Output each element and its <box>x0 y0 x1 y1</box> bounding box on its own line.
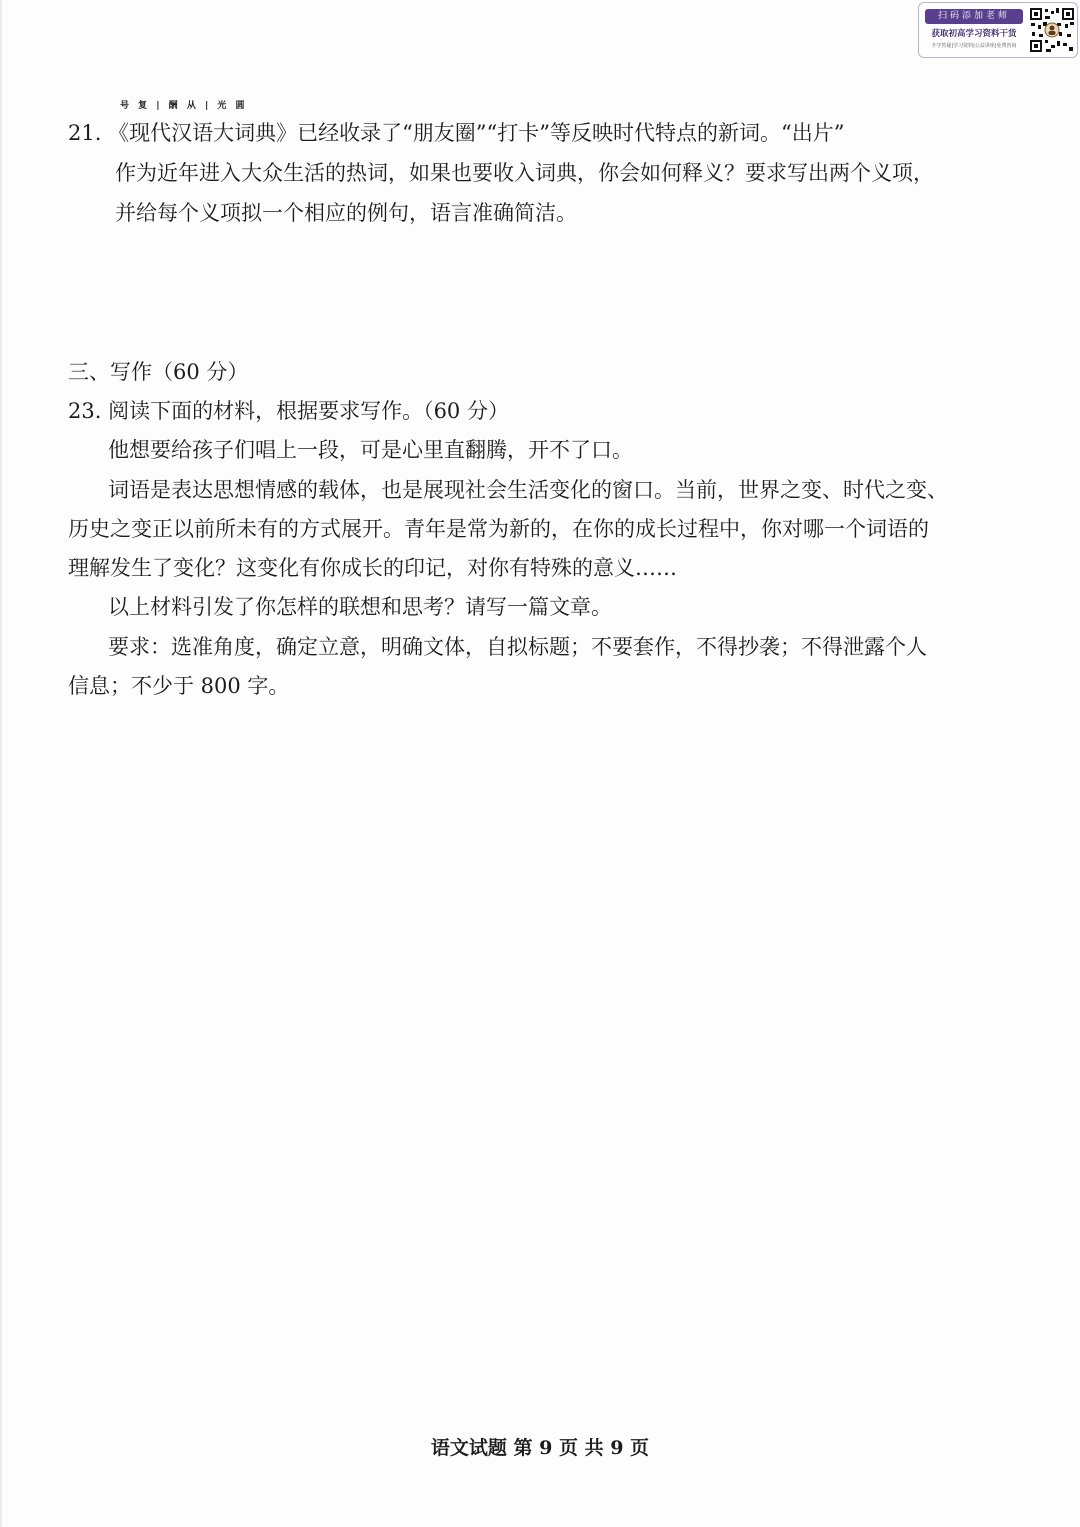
material-paragraph-1: 他想要给孩子们唱上一段，可是心里直翻腾，开不了口。 <box>108 438 633 462</box>
material-paragraph-2-line-3: 理解发生了变化？这变化有你成长的印记，对你有特殊的意义…… <box>68 556 677 580</box>
material-paragraph-2-line-2: 历史之变正以前所未有的方式展开。青年是常为新的，在你的成长过程中，你对哪一个词语的 <box>68 517 929 541</box>
material-paragraph-2-line-1: 词语是表达思想情感的载体，也是展现社会生活变化的窗口。当前，世界之变、时代之变、 <box>108 478 948 502</box>
requirements-line-2: 信息；不少于 800 字。 <box>68 674 290 698</box>
question-21-line-3: 并给每个义项拟一个相应的例句，语言准确简洁。 <box>115 201 577 225</box>
promo-subtitle: 获取初高学习资料干货 <box>931 29 1017 39</box>
question-23-prompt: 23. 阅读下面的材料，根据要求写作。（60 分） <box>68 399 509 423</box>
page-edge-shadow <box>0 0 3 1527</box>
page-footer: 语文试题 第 9 页 共 9 页 <box>430 1437 650 1459</box>
material-paragraph-3: 以上材料引发了你怎样的联想和思考？请写一篇文章。 <box>108 595 612 619</box>
promo-title: 扫码添加老师 <box>925 9 1023 24</box>
promo-banner[interactable] <box>918 2 1078 58</box>
requirements-line-1: 要求：选准角度，确定立意，明确文体，自拟标题；不要套作，不得抄袭；不得泄露个人 <box>108 635 927 659</box>
section-3-heading: 三、写作（60 分） <box>68 360 249 384</box>
clipped-header-text: 号 复 | 酬 从 | 光 圆 <box>120 101 248 110</box>
question-21-line-2: 作为近年进入大众生活的热词，如果也要收入词典，你会如何释义？要求写出两个义项， <box>115 161 934 185</box>
question-21-line-1: 21. 《现代汉语大词典》已经收录了“朋友圈”“打卡”等反映时代特点的新词。“出片” <box>68 121 845 145</box>
qr-code-icon[interactable] <box>1029 7 1075 53</box>
promo-tags: 升学答疑|学习资料|公益讲座|免费咨询 <box>931 43 1017 49</box>
